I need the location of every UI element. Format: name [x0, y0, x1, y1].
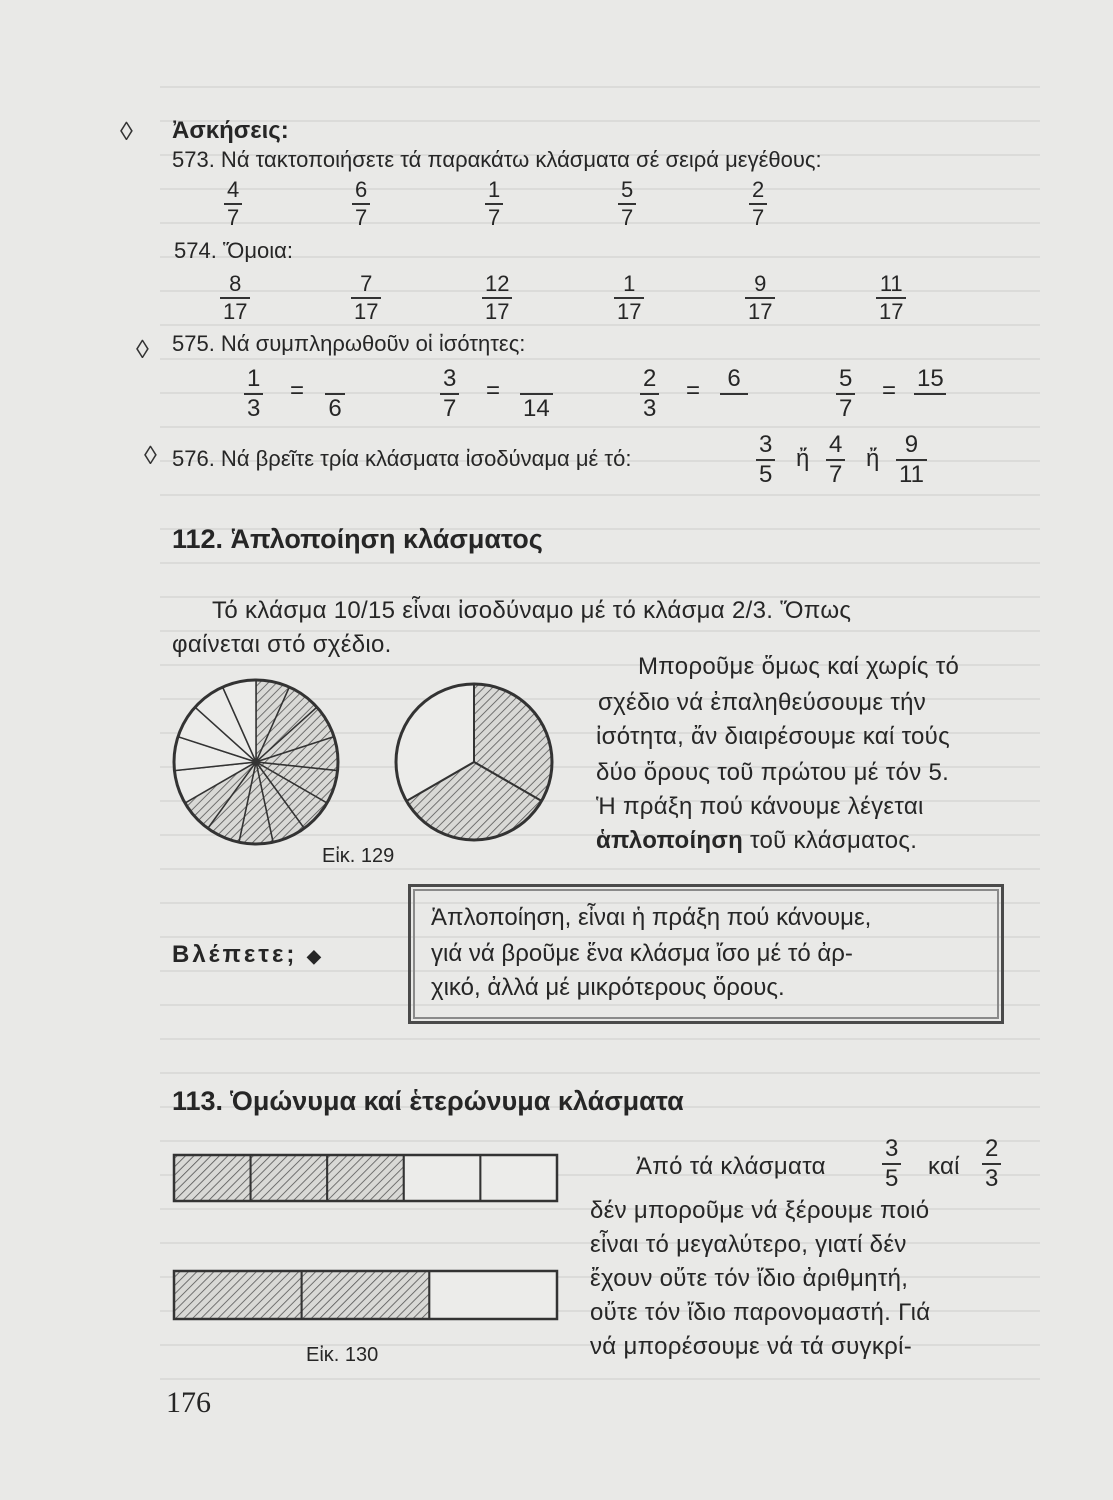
fraction-blank: 15	[914, 366, 947, 422]
fraction-blank: 14	[520, 366, 553, 422]
shaded-slice	[256, 707, 334, 762]
fraction: $\frac{3}{5}$	[882, 1136, 901, 1192]
exercise-576-text: 576. Νά βρεῖτε τρία κλάσματα ἰσοδύναμα μέ τό:	[172, 446, 632, 471]
shaded-segment	[174, 1155, 251, 1201]
pie-outline	[396, 684, 552, 840]
empty-slice	[174, 762, 256, 803]
paragraph-line: δέν μποροῦμε νά ξέρουμε ποιό	[590, 1197, 930, 1224]
exercise-575-text: 575. Νά συμπληρωθοῦν οἱ ἰσότητες:	[172, 331, 526, 356]
paragraph-line	[596, 824, 917, 858]
figure-130-caption: Εἰκ. 130	[306, 1344, 379, 1366]
fraction: $\frac{4}{7}$	[826, 432, 845, 488]
empty-slice	[396, 684, 474, 801]
fraction: $\frac{8}{17}$	[220, 272, 250, 324]
fraction: $\frac{1}{3}$	[244, 366, 263, 422]
exercises-heading: Ἀσκήσεις:	[172, 117, 289, 144]
shaded-segment	[327, 1155, 404, 1201]
bar-outline	[174, 1271, 557, 1319]
shaded-slice	[256, 762, 327, 828]
see-label	[172, 938, 324, 973]
arrow-icon: ◆	[307, 946, 324, 966]
shaded-slice	[256, 762, 304, 842]
see-label-text: Βλέπετε;	[172, 941, 298, 968]
pencil-mark-icon: ◊	[144, 440, 157, 470]
empty-slice	[223, 680, 256, 762]
paragraph-line: Ἡ πράξη πού κάνουμε λέγεται	[596, 793, 924, 820]
definition-line: γιά νά βροῦμε ἕνα κλάσμα ἴσο μέ τό ἀρ-	[431, 940, 853, 967]
bar-outline	[174, 1155, 557, 1201]
fraction-blank: 6	[325, 366, 345, 422]
shaded-slice	[208, 762, 256, 842]
pie-chart-3-parts	[396, 684, 552, 840]
empty-segment	[404, 1155, 481, 1201]
definition-line: χικό, ἀλλά μέ μικρότερους ὅρους.	[431, 974, 785, 1001]
empty-segment	[429, 1271, 557, 1319]
fraction-blank: 6	[720, 366, 748, 422]
paragraph-line: Ἀπό τά κλάσματα	[636, 1153, 826, 1180]
shaded-slice	[256, 762, 338, 803]
fraction: $\frac{4}{7}$	[224, 178, 242, 230]
shaded-slice	[256, 687, 317, 762]
bar-5-parts	[174, 1155, 557, 1201]
or-word: ἤ	[796, 445, 810, 472]
empty-slice	[178, 707, 256, 762]
paragraph-line: νά μπορέσουμε νά τά συγκρί-	[590, 1333, 913, 1360]
paragraph-line: σχέδιο νά ἐπαληθεύσουμε τήν	[598, 689, 927, 716]
shaded-segment	[251, 1155, 328, 1201]
fraction: $\frac{2}{3}$	[640, 366, 659, 422]
fraction: $\frac{1}{7}$	[485, 178, 503, 230]
shaded-slice	[474, 684, 552, 801]
or-word: ἤ	[866, 445, 880, 472]
paragraph-line: φαίνεται στό σχέδιο.	[172, 631, 392, 658]
shaded-slice	[406, 762, 541, 840]
pie-chart-15-parts	[174, 680, 338, 844]
shaded-segment	[174, 1271, 302, 1319]
paragraph-line: ἰσότητα, ἄν διαιρέσουμε καί τούς	[596, 723, 950, 750]
definition-line: Ἁπλοποίηση, εἶναι ἡ πράξη πού κάνουμε,	[431, 904, 872, 931]
term-simplification: ἁπλοποίηση	[596, 827, 744, 854]
paragraph-line: Μποροῦμε ὅμως καί χωρίς τό	[638, 653, 960, 680]
paragraph-line: ἔχουν οὔτε τόν ἴδιο ἀριθμητή,	[590, 1265, 909, 1292]
fraction: $\frac{7}{17}$	[351, 272, 381, 324]
fraction: $\frac{3}{5}$	[756, 432, 775, 488]
fraction: $\frac{11}{17}$	[876, 272, 906, 324]
empty-segment	[480, 1155, 557, 1201]
paragraph-text: τοῦ κλάσματος.	[743, 827, 918, 854]
equals-sign: =	[686, 377, 701, 404]
figure-129-caption: Εἰκ. 129	[322, 845, 395, 867]
equals-sign: =	[290, 377, 305, 404]
paragraph-line: δύο ὅρους τοῦ πρώτου μέ τόν 5.	[596, 759, 950, 786]
fraction: $\frac{1}{17}$	[614, 272, 644, 324]
exercise-574-text: 574. Ὅμοια:	[174, 238, 293, 263]
section-113-title: 113. Ὁμώνυμα καί ἑτερώνυμα κλάσματα	[172, 1086, 684, 1116]
pencil-mark-icon: ◊	[120, 116, 133, 146]
fraction: $\frac{9}{17}$	[745, 272, 775, 324]
paragraph-line: οὔτε τόν ἴδιο παρονομαστή. Γιά	[590, 1299, 931, 1326]
empty-slice	[174, 737, 256, 771]
shaded-slice	[256, 680, 289, 762]
paragraph-line: Τό κλάσμα 10/15 εἶναι ἰσοδύναμο μέ τό κλάσμα 2/3. Ὅπως	[212, 597, 852, 624]
fraction: $\frac{5}{7}$	[618, 178, 636, 230]
shaded-segment	[302, 1271, 430, 1319]
exercise-573-text: 573. Νά τακτοποιήσετε τά παρακάτω κλάσματα σέ σειρά μεγέθους:	[172, 147, 822, 172]
empty-slice	[195, 687, 256, 762]
shaded-slice	[256, 737, 338, 771]
shaded-slice	[185, 762, 256, 828]
page-number: 176	[166, 1386, 211, 1419]
fraction: $\frac{5}{7}$	[836, 366, 855, 422]
fraction: $\frac{6}{7}$	[352, 178, 370, 230]
fraction: $\frac{12}{17}$	[482, 272, 512, 324]
shaded-slice	[239, 762, 273, 844]
fraction: $\frac{2}{3}$	[982, 1136, 1001, 1192]
equals-sign: =	[882, 377, 897, 404]
fraction: $\frac{3}{7}$	[440, 366, 459, 422]
equals-sign: =	[486, 377, 501, 404]
section-112-title: 112. Ἁπλοποίηση κλάσματος	[172, 524, 543, 554]
paragraph-line: εἶναι τό μεγαλύτερο, γιατί δέν	[590, 1231, 907, 1258]
bar-3-parts	[174, 1271, 557, 1319]
fraction: $\frac{2}{7}$	[749, 178, 767, 230]
and-word: καί	[928, 1153, 960, 1180]
definition-box	[408, 884, 1004, 1024]
fraction: $\frac{9}{11}$	[896, 432, 927, 488]
pie-outline	[174, 680, 338, 844]
pencil-mark-icon: ◊	[136, 334, 149, 364]
